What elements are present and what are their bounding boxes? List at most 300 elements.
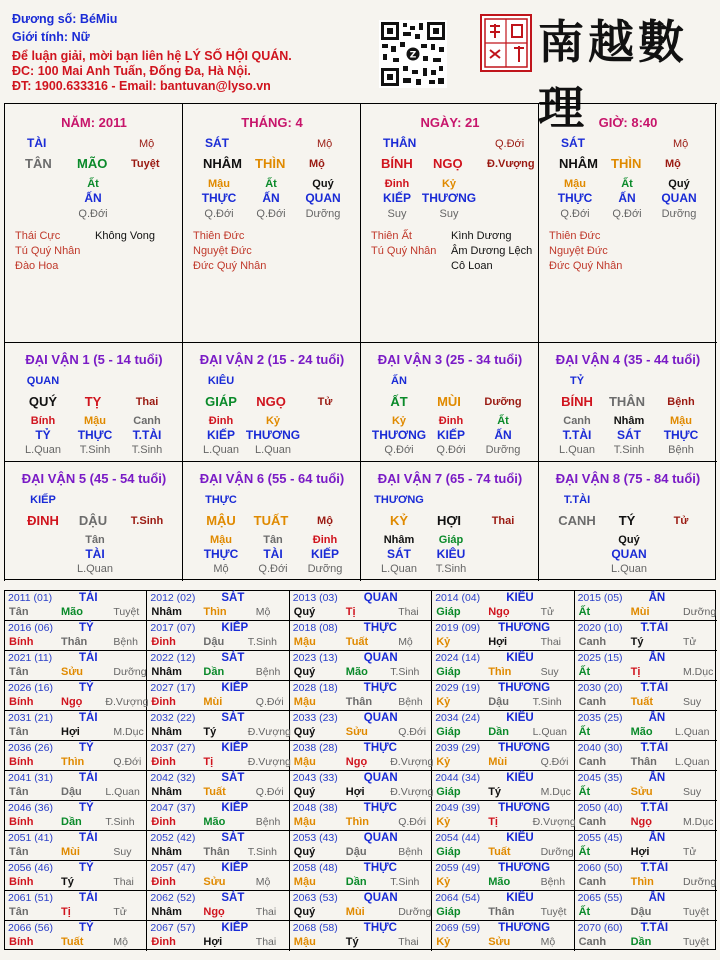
year-label: 2053 (43) [292, 832, 338, 844]
dai-van-branch-state: T.Sinh [130, 515, 164, 527]
year-stem: Nhâm [151, 906, 182, 918]
year-label: 2032 (22) [150, 712, 196, 724]
dai-van-branch-state: Bệnh [667, 396, 695, 408]
year-label: 2057 (47) [150, 862, 196, 874]
dai-van-hidden-state: Bệnh [668, 444, 694, 456]
year-label: 2013 (03) [292, 592, 338, 604]
qr-code-icon[interactable] [379, 20, 447, 88]
dai-van-hidden-state: T.Sinh [131, 444, 163, 456]
dai-van-god: QUAN [26, 375, 60, 387]
year-cell[interactable] [432, 681, 574, 711]
year-state: Q.Đới [398, 726, 427, 738]
year-cell[interactable] [432, 921, 574, 951]
year-cell[interactable] [5, 831, 147, 861]
year-cell[interactable] [290, 831, 432, 861]
year-cell[interactable] [432, 831, 574, 861]
year-cell[interactable] [5, 861, 147, 891]
year-cell[interactable] [290, 591, 432, 621]
year-branch: Ngọ [203, 906, 225, 918]
year-branch: Sửu [61, 666, 84, 678]
year-branch: Tuất [630, 696, 653, 708]
year-state: M.Dục [113, 726, 144, 738]
hidden-stem: Đinh [384, 178, 410, 190]
year-cell[interactable] [432, 621, 574, 651]
dai-van-hidden-god: THỰC [77, 428, 113, 442]
year-label: 2064 (54) [435, 892, 481, 904]
year-branch: Dần [61, 816, 82, 828]
year-branch: Tị [203, 756, 214, 768]
year-cell[interactable] [432, 771, 574, 801]
dai-van-hidden-stem: Đinh [438, 415, 464, 427]
year-label: 2015 (05) [577, 592, 623, 604]
year-cell[interactable] [147, 771, 289, 801]
star-right: Cô Loan [451, 260, 493, 272]
year-stem: Mậu [293, 636, 316, 648]
year-god: KIÊU [506, 832, 534, 844]
year-state: Tử [113, 906, 127, 918]
year-god: KIẾP [221, 862, 249, 874]
earthly-branch: MÃO [77, 156, 108, 171]
year-stem: Kỷ [436, 816, 451, 828]
year-branch: Hợi [630, 846, 650, 858]
native-name: Đương số: BéMiu [12, 12, 118, 26]
year-branch: Thân [203, 846, 230, 858]
year-stem: Tân [9, 606, 29, 618]
year-god: T.TÀI [640, 922, 669, 934]
pillar-title: GIỜ: 8:40 [598, 115, 658, 130]
year-label: 2051 (41) [8, 832, 53, 844]
year-label: 2019 (09) [435, 622, 481, 634]
dai-van-branch: THÂN [608, 394, 646, 409]
dai-van-title: ĐẠI VẬN 3 (25 - 34 tuổi) [377, 352, 523, 367]
year-state: Q.Đới [255, 696, 284, 708]
hidden-state: Q.Đới [78, 208, 108, 220]
year-state: Thai [255, 906, 277, 918]
year-cell[interactable] [575, 771, 717, 801]
year-label: 2026 (16) [8, 682, 53, 694]
year-cell[interactable] [290, 621, 432, 651]
dai-van-hidden-god: TÀI [85, 547, 105, 561]
dai-van-hidden-god: TÀI [263, 547, 283, 561]
year-stem: Giáp [436, 666, 461, 678]
dai-van-hidden-god: KIẾP [206, 428, 236, 442]
year-branch: Thân [61, 636, 88, 648]
year-label: 2067 (57) [150, 922, 196, 934]
year-state: Tuyệt [682, 906, 709, 918]
year-label: 2042 (32) [150, 772, 196, 784]
year-god: KIÊU [506, 652, 534, 664]
year-stem: Quý [293, 906, 316, 918]
year-stem: Giáp [436, 906, 461, 918]
dai-van-cell-6 [182, 461, 361, 581]
year-branch: Mùi [61, 846, 80, 858]
year-cell[interactable] [290, 801, 432, 831]
year-god: THƯƠNG [498, 622, 551, 634]
dai-van-hidden-stem: Đinh [208, 415, 234, 427]
year-stem: Kỷ [436, 936, 451, 948]
year-label: 2037 (27) [150, 742, 196, 754]
dai-van-hidden-stem: Nhâm [613, 415, 645, 427]
star-left: Đức Quý Nhân [549, 260, 623, 272]
year-branch: Thìn [488, 666, 512, 678]
earthly-branch: THÌN [255, 156, 286, 171]
dai-van-hidden-state: L.Quan [24, 444, 62, 456]
year-stem: Bính [9, 636, 34, 648]
star-right: Kình Dương [451, 230, 512, 242]
year-stem: Bính [9, 936, 34, 948]
year-branch: Hợi [345, 786, 365, 798]
dai-van-stem: BÍNH [561, 394, 593, 409]
hidden-state: Suy [387, 208, 407, 220]
year-cell[interactable] [5, 771, 147, 801]
dai-van-hidden-stem: Nhâm [383, 534, 415, 546]
year-cell[interactable] [575, 861, 717, 891]
year-stem: Quý [293, 786, 316, 798]
dai-van-hidden-state: Mộ [213, 563, 229, 575]
earthly-branch: NGỌ [433, 156, 463, 171]
year-state: Mộ [255, 606, 271, 618]
year-cell[interactable] [575, 621, 717, 651]
dai-van-hidden-god: KIÊU [436, 547, 466, 561]
year-stem: Ất [578, 606, 591, 618]
year-label: 2056 (46) [8, 862, 53, 874]
year-cell[interactable] [5, 741, 147, 771]
year-label: 2014 (04) [435, 592, 481, 604]
year-cell[interactable] [290, 681, 432, 711]
year-god: KIÊU [506, 712, 534, 724]
year-stem: Canh [578, 696, 607, 708]
dai-van-cell-4 [538, 342, 717, 462]
year-god: ẤN [648, 652, 666, 664]
year-stem: Canh [578, 936, 607, 948]
year-cell[interactable] [147, 891, 289, 921]
year-cell[interactable] [147, 621, 289, 651]
year-state: M.Dục [540, 786, 571, 798]
hidden-god: QUAN [305, 191, 341, 205]
year-cell[interactable] [147, 741, 289, 771]
year-cell[interactable] [432, 801, 574, 831]
year-cell[interactable] [5, 711, 147, 741]
year-state: Bệnh [255, 666, 281, 678]
address-line: ĐC: 100 Mai Anh Tuấn, Đống Đa, Hà Nội. [12, 64, 251, 78]
year-label: 2065 (55) [577, 892, 623, 904]
pillar-stem-god: THÂN [383, 136, 417, 150]
year-cell[interactable] [147, 831, 289, 861]
year-label: 2061 (51) [8, 892, 53, 904]
year-god: TỶ [79, 682, 94, 694]
pillar-stem-state: Mộ [317, 138, 333, 150]
year-label: 2068 (58) [292, 922, 338, 934]
year-god: QUAN [363, 712, 398, 724]
pillar-title: NGÀY: 21 [420, 115, 480, 130]
year-cell[interactable] [432, 891, 574, 921]
year-cell[interactable] [290, 861, 432, 891]
dai-van-hidden-stem: Mậu [84, 415, 106, 427]
year-stem: Giáp [436, 726, 461, 738]
year-state: L.Quan [105, 786, 140, 798]
dai-van-hidden-state: T.Sinh [435, 563, 467, 575]
year-state: Đ.Vượng [247, 726, 291, 738]
year-cell[interactable] [290, 651, 432, 681]
dai-van-hidden-state: T.Sinh [79, 444, 111, 456]
year-state: Thai [398, 936, 419, 948]
year-stem: Kỷ [436, 756, 451, 768]
hidden-state: Suy [439, 208, 459, 220]
dai-van-branch-state: Thai [491, 515, 515, 527]
hidden-god: ẤN [84, 191, 102, 205]
year-god: THỰC [363, 922, 397, 934]
dai-van-hidden-stem: Quý [618, 534, 640, 546]
dai-van-hidden-stem: Ất [497, 415, 509, 427]
phone-email-line: ĐT: 1900.633316 - Email: bantuvan@lyso.vn [12, 79, 271, 93]
heavenly-stem: TÂN [25, 156, 52, 171]
year-branch: Dậu [203, 636, 225, 648]
year-stem: Bính [9, 696, 34, 708]
year-state: Bệnh [398, 846, 423, 858]
year-god: ẤN [648, 592, 666, 604]
year-label: 2018 (08) [292, 622, 338, 634]
year-stem: Mậu [293, 696, 316, 708]
year-state: Tuyệt [113, 606, 140, 618]
dai-van-stem: KỶ [389, 513, 409, 528]
year-cell[interactable] [147, 921, 289, 951]
year-stem: Mậu [293, 936, 316, 948]
dai-van-title: ĐẠI VẬN 6 (55 - 64 tuổi) [199, 471, 345, 486]
year-state: Thai [540, 636, 562, 648]
star-left: Tú Quý Nhân [15, 245, 81, 257]
year-cell[interactable] [290, 741, 432, 771]
year-branch: Tý [203, 726, 217, 738]
pillar-title: NĂM: 2011 [61, 115, 127, 130]
year-god: TỶ [79, 802, 94, 814]
year-branch: Ngọ [488, 606, 510, 618]
star-left: Đào Hoa [15, 260, 59, 272]
pillar-stem-god: SÁT [561, 136, 585, 150]
hidden-state: Q.Đới [560, 208, 590, 220]
year-god: QUAN [363, 832, 398, 844]
dai-van-hidden-god: THỰC [203, 547, 239, 561]
year-stem: Đinh [151, 936, 176, 948]
year-branch: Hợi [61, 726, 80, 738]
pillar-cell-2 [360, 103, 539, 343]
hidden-stem: Ất [87, 178, 99, 190]
year-cell[interactable] [147, 651, 289, 681]
year-state: L.Quan [674, 756, 710, 768]
dai-van-title: ĐẠI VẬN 7 (65 - 74 tuổi) [377, 471, 523, 486]
year-label: 2029 (19) [435, 682, 481, 694]
year-label: 2039 (29) [435, 742, 481, 754]
year-state: L.Quan [532, 726, 568, 738]
year-god: THƯƠNG [498, 742, 551, 754]
year-state: Bệnh [540, 876, 566, 888]
year-branch: Dần [203, 666, 225, 678]
year-god: QUAN [363, 652, 398, 664]
year-label: 2022 (12) [150, 652, 196, 664]
hidden-stem: Quý [312, 178, 334, 190]
year-cell[interactable] [290, 771, 432, 801]
year-cell[interactable] [432, 861, 574, 891]
year-cell[interactable] [575, 591, 717, 621]
year-cell[interactable] [147, 801, 289, 831]
year-god: TỶ [79, 862, 94, 874]
dai-van-branch: TUẤT [253, 513, 289, 528]
dai-van-hidden-god: T.TÀI [132, 428, 162, 442]
year-label: 2046 (36) [8, 802, 53, 814]
year-cell[interactable] [290, 711, 432, 741]
year-stem: Đinh [151, 876, 176, 888]
dai-van-stem: ẤT [390, 394, 408, 409]
year-branch: Ngọ [345, 756, 368, 768]
year-cell[interactable] [290, 891, 432, 921]
year-cell[interactable] [575, 921, 717, 951]
year-stem: Ất [578, 786, 591, 798]
year-label: 2050 (40) [577, 802, 623, 814]
hidden-god: KIẾP [382, 191, 412, 205]
dai-van-branch: HỢI [436, 513, 462, 528]
dai-van-hidden-state: Q.Đới [258, 563, 288, 575]
year-cell[interactable] [432, 741, 574, 771]
year-god: TÀI [79, 592, 98, 604]
year-state: L.Quan [674, 726, 710, 738]
year-cell[interactable] [575, 891, 717, 921]
year-label: 2028 (18) [292, 682, 338, 694]
year-branch: Tý [61, 876, 74, 888]
year-god: SÁT [221, 592, 245, 604]
pillar-cell-3 [538, 103, 717, 343]
year-cell[interactable] [432, 711, 574, 741]
dai-van-hidden-stem: Đinh [312, 534, 338, 546]
year-god: QUAN [363, 592, 398, 604]
year-branch: Thìn [61, 756, 85, 768]
year-state: T.Sinh [532, 696, 562, 708]
year-cell[interactable] [147, 681, 289, 711]
year-cell[interactable] [575, 801, 717, 831]
year-god: TÀI [79, 772, 98, 784]
year-cell[interactable] [5, 651, 147, 681]
dai-van-hidden-god: THƯƠNG [245, 428, 301, 442]
year-branch: Tuất [488, 846, 511, 858]
year-cell[interactable] [575, 711, 717, 741]
year-cell[interactable] [5, 591, 147, 621]
hidden-stem: Quý [668, 178, 690, 190]
dai-van-stem: CANH [558, 513, 596, 528]
year-branch: Mão [345, 666, 368, 678]
star-right: Âm Dương Lệch [451, 245, 533, 257]
dai-van-hidden-stem: Tân [85, 534, 105, 546]
hidden-god: ẤN [262, 191, 280, 205]
dai-van-hidden-stem: Mậu [670, 415, 692, 427]
hidden-state: Dưỡng [305, 208, 341, 220]
year-stem: Mậu [293, 876, 316, 888]
dai-van-cell-5 [4, 461, 183, 581]
year-god: SÁT [221, 652, 245, 664]
year-cell[interactable] [147, 861, 289, 891]
year-label: 2025 (15) [577, 652, 623, 664]
year-stem: Canh [578, 876, 607, 888]
year-cell[interactable] [575, 831, 717, 861]
year-cell[interactable] [5, 891, 147, 921]
hidden-god: ẤN [618, 191, 636, 205]
year-label: 2069 (59) [435, 922, 481, 934]
dai-van-god: T.TÀI [563, 494, 591, 506]
year-state: T.Sinh [247, 636, 277, 648]
year-god: TỶ [79, 622, 94, 634]
year-state: Đ.Vượng [532, 816, 576, 828]
dai-van-cell-7 [360, 461, 539, 581]
branch-state: Đ.Vượng [487, 158, 535, 170]
year-stem: Canh [578, 636, 607, 648]
year-cell[interactable] [575, 681, 717, 711]
dai-van-branch: NGỌ [256, 394, 286, 409]
year-cell[interactable] [147, 591, 289, 621]
year-branch: Tuất [203, 786, 226, 798]
year-god: QUAN [363, 772, 398, 784]
year-state: Tử [682, 846, 697, 858]
branch-state: Mộ [665, 158, 681, 170]
year-god: THỰC [363, 622, 397, 634]
year-cell[interactable] [5, 681, 147, 711]
year-cell[interactable] [575, 741, 717, 771]
year-state: Q.Đới [540, 756, 569, 768]
year-branch: Thìn [203, 606, 227, 618]
year-branch: Thân [488, 906, 515, 918]
year-cell[interactable] [432, 651, 574, 681]
year-state: T.Sinh [247, 846, 277, 858]
dai-van-hidden-god: KIẾP [436, 428, 466, 442]
year-cell[interactable] [432, 591, 574, 621]
year-state: M.Dục [682, 816, 714, 828]
red-seal-icon [480, 14, 532, 72]
dai-van-branch: DẬU [78, 513, 108, 528]
year-cell[interactable] [290, 921, 432, 951]
year-cell[interactable] [5, 921, 147, 951]
year-god: T.TÀI [640, 862, 669, 874]
earthly-branch: THÌN [611, 156, 642, 171]
year-label: 2063 (53) [292, 892, 338, 904]
year-state: Suy [113, 846, 132, 858]
year-state: Dưỡng [682, 606, 717, 618]
year-cell[interactable] [5, 801, 147, 831]
dai-van-hidden-god: TỶ [35, 428, 51, 442]
year-branch: Sửu [345, 726, 368, 738]
year-branch: Tị [345, 606, 356, 618]
year-branch: Mão [488, 876, 511, 888]
year-god: ẤN [648, 892, 666, 904]
year-cell[interactable] [5, 621, 147, 651]
year-stem: Mậu [293, 756, 316, 768]
year-god: T.TÀI [640, 802, 669, 814]
dai-van-hidden-stem: Giáp [438, 534, 464, 546]
year-state: Đ.Vượng [390, 756, 434, 768]
year-branch: Mùi [203, 696, 223, 708]
year-god: TỶ [79, 922, 94, 934]
year-state: Tuyệt [682, 936, 709, 948]
year-branch: Tuất [345, 636, 369, 648]
year-state: Suy [682, 696, 702, 708]
contact-line: Để luận giải, mời bạn liên hệ LÝ SỐ HỘI QUÁN. [12, 49, 292, 63]
hidden-stem: Mậu [564, 178, 586, 190]
year-cell[interactable] [575, 651, 717, 681]
year-cell[interactable] [147, 711, 289, 741]
year-stem: Đinh [151, 816, 176, 828]
year-label: 2023 (13) [292, 652, 338, 664]
dai-van-hidden-stem: Canh [133, 415, 161, 427]
year-label: 2044 (34) [435, 772, 481, 784]
dai-van-stem: GIÁP [205, 394, 237, 409]
dai-van-hidden-stem: Kỷ [391, 415, 407, 427]
year-god: KIẾP [221, 922, 249, 934]
year-stem: Canh [578, 816, 607, 828]
